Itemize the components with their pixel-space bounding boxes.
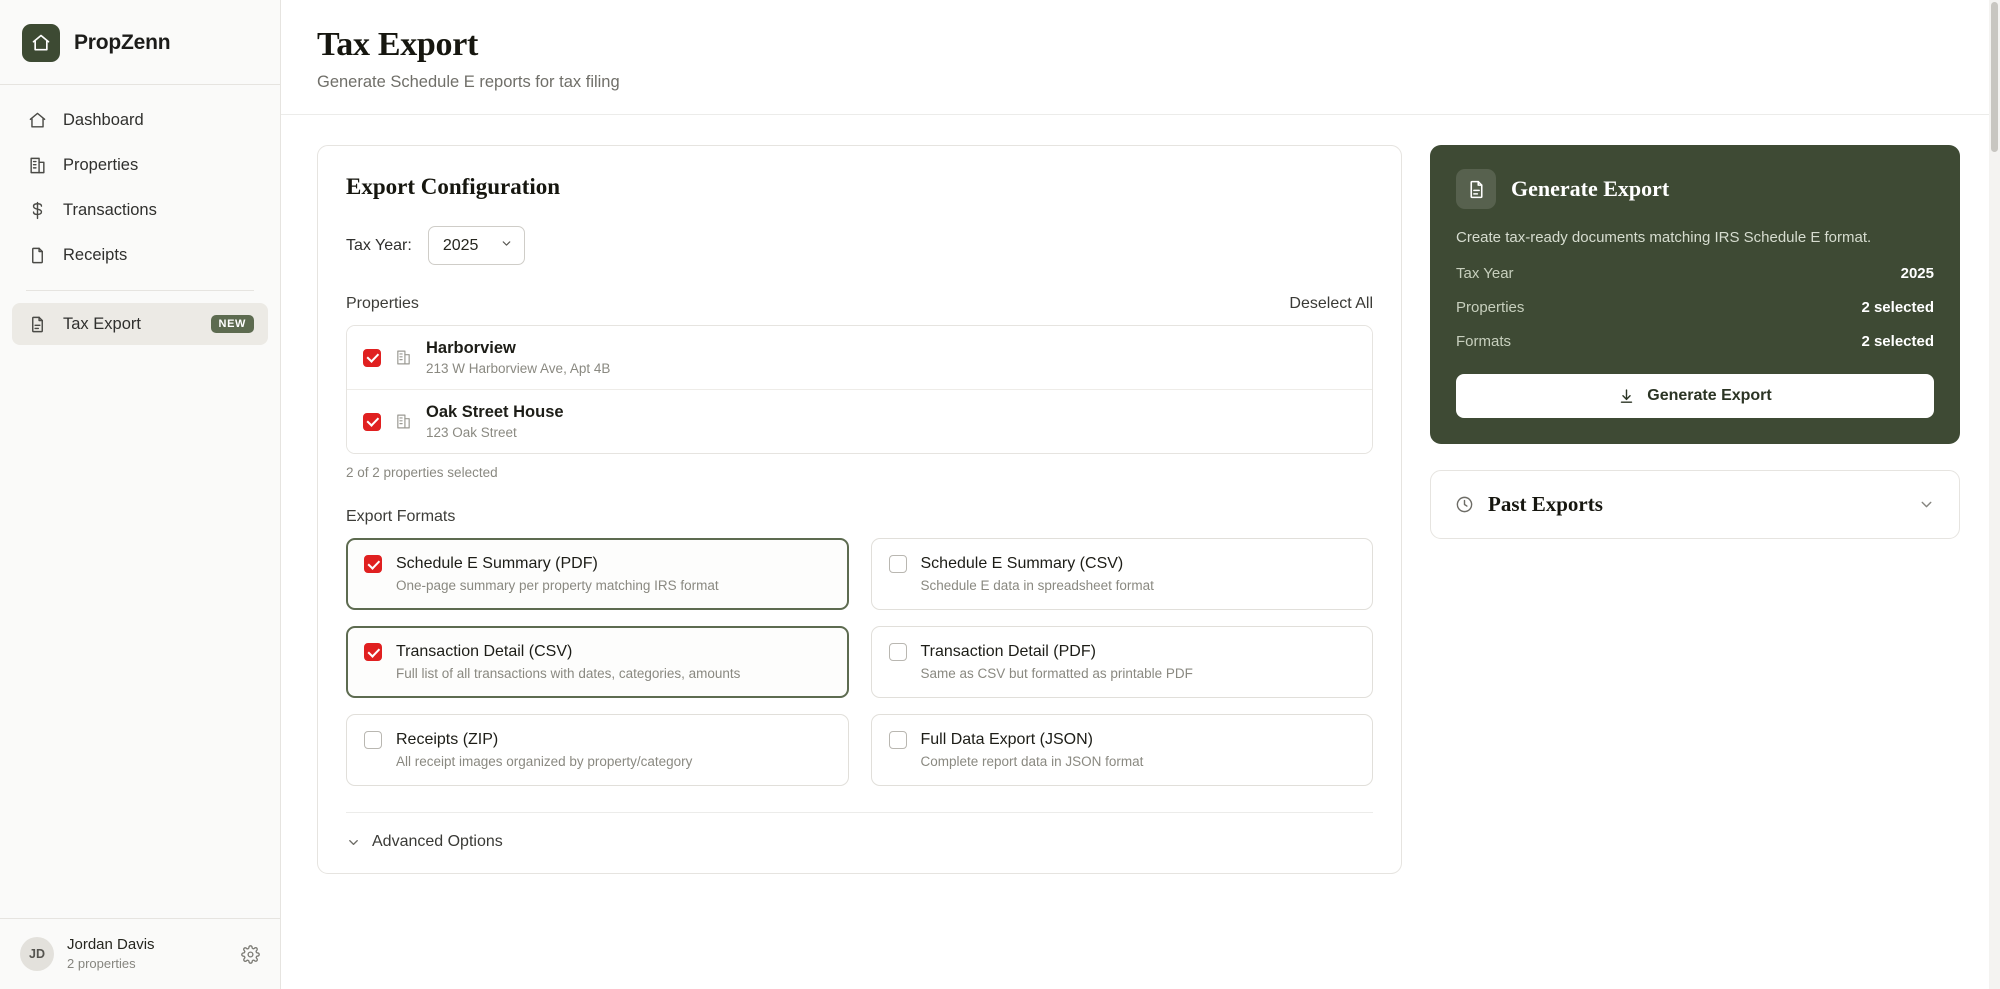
summary-value: 2 selected [1861,333,1934,350]
past-exports-title: Past Exports [1488,492,1603,516]
right-column [1430,145,1960,539]
format-option[interactable] [346,714,849,786]
sidebar-item-label: Tax Export [63,314,141,333]
document-icon [26,244,48,266]
property-name: Harborview [426,339,516,357]
format-name: Schedule E Summary (PDF) [396,555,598,572]
format-text [921,555,1154,593]
building-icon [26,154,48,176]
properties-selected-count: 2 of 2 properties selected [346,465,498,480]
summary-key: Properties [1456,299,1525,316]
format-checkbox[interactable] [889,555,907,573]
sidebar-item-tax-export[interactable] [12,303,268,345]
clock-icon [1455,495,1474,514]
generate-export-button[interactable] [1456,374,1934,418]
property-checkbox[interactable] [363,413,381,431]
file-icon [26,313,48,335]
sidebar-item-dashboard[interactable] [12,99,268,141]
format-text [921,643,1193,681]
page-scrollbar[interactable] [1989,0,2000,989]
format-text [396,643,740,681]
format-description: One-page summary per property matching IRS format [396,578,719,593]
generate-export-title: Generate Export [1511,176,1670,201]
chevron-down-icon[interactable] [1918,496,1935,513]
export-configuration-card [317,145,1402,874]
sidebar-item-label: Properties [63,155,139,174]
tax-year-label: Tax Year: [346,236,412,254]
user-subtitle: 2 properties [67,956,136,972]
user-name: Jordan Davis [67,936,155,954]
format-description: All receipt images organized by property/category [396,754,693,769]
chevron-down-icon [346,835,361,850]
sidebar-item-label: Transactions [63,200,157,219]
format-name: Schedule E Summary (CSV) [920,555,1124,572]
format-name: Full Data Export (JSON) [920,731,1093,748]
home-icon [26,109,48,131]
tax-year-row [346,226,1373,265]
generate-export-button-label: Generate Export [1647,387,1772,404]
summary-value: 2 selected [1861,299,1934,316]
property-row[interactable] [347,326,1372,389]
property-checkbox[interactable] [363,349,381,367]
sidebar-item-properties[interactable] [12,144,268,186]
summary-key: Tax Year [1456,265,1514,282]
past-exports-card[interactable] [1430,470,1960,539]
format-option[interactable] [871,538,1374,610]
advanced-options-wrap [346,812,1373,851]
format-description: Full list of all transactions with dates, categories, amounts [396,666,741,681]
building-icon [395,413,412,430]
format-description: Schedule E data in spreadsheet format [920,578,1154,593]
property-address: 213 W Harborview Ave, Apt 4B [426,361,611,376]
summary-row-tax-year [1456,265,1934,282]
card-title: Export Configuration [346,174,561,199]
export-formats-label: Export Formats [346,508,456,525]
format-checkbox[interactable] [889,731,907,749]
format-text [921,731,1144,769]
sidebar-spacer [0,348,280,918]
home-icon [22,24,60,62]
summary-key: Formats [1456,333,1512,350]
summary-row-properties [1456,299,1934,316]
sidebar [0,0,281,989]
scrollbar-thumb[interactable] [1991,2,1998,152]
format-description: Same as CSV but formatted as printable PDF [920,666,1193,681]
format-description: Complete report data in JSON format [920,754,1144,769]
generate-export-header [1456,169,1934,209]
format-option[interactable] [346,538,849,610]
gear-icon[interactable] [241,945,260,964]
property-name: Oak Street House [426,403,564,421]
summary-row-formats [1456,333,1934,350]
sidebar-item-receipts[interactable] [12,234,268,276]
page-subtitle: Generate Schedule E reports for tax filing [317,73,620,91]
advanced-options-toggle[interactable] [346,833,1373,851]
download-icon [1618,388,1635,405]
generate-export-description: Create tax-ready documents matching IRS Schedule E format. [1456,229,1872,246]
main-content [281,0,2000,989]
advanced-options-label: Advanced Options [372,833,503,850]
properties-label: Properties [346,295,419,312]
sidebar-nav [0,85,280,348]
user-meta [67,935,228,973]
format-checkbox[interactable] [364,643,382,661]
format-text [396,555,719,593]
properties-section-header [346,295,1373,313]
property-address: 123 Oak Street [426,425,517,440]
property-row[interactable] [347,389,1372,453]
properties-list [346,325,1373,454]
format-option[interactable] [871,714,1374,786]
page-header [281,0,2000,115]
format-option[interactable] [346,626,849,698]
brand-name: PropZenn [74,31,171,54]
format-name: Receipts (ZIP) [396,731,499,748]
property-info [426,403,564,440]
format-name: Transaction Detail (CSV) [396,643,573,660]
generate-export-card [1430,145,1960,444]
avatar: JD [20,937,54,971]
dollar-icon [26,199,48,221]
format-checkbox[interactable] [889,643,907,661]
divider [26,290,254,291]
content-area [281,115,2000,874]
deselect-all-button[interactable]: Deselect All [1289,295,1373,312]
export-formats-grid [346,538,1373,786]
format-name: Transaction Detail (PDF) [920,643,1096,660]
building-icon [395,349,412,366]
tax-year-select[interactable] [428,226,525,265]
format-option[interactable] [871,626,1374,698]
sidebar-item-label: Dashboard [63,110,144,129]
new-badge: NEW [211,315,254,333]
summary-value: 2025 [1900,265,1934,282]
format-checkbox[interactable] [364,731,382,749]
format-checkbox[interactable] [364,555,382,573]
brand[interactable] [0,0,280,85]
format-text [396,731,692,769]
property-info [426,339,610,376]
user-bar[interactable] [0,918,280,989]
tax-year-select-wrap [428,226,525,265]
sidebar-item-transactions[interactable] [12,189,268,231]
document-icon [1456,169,1496,209]
sidebar-item-label: Receipts [63,245,128,264]
page-title: Tax Export [317,26,479,63]
